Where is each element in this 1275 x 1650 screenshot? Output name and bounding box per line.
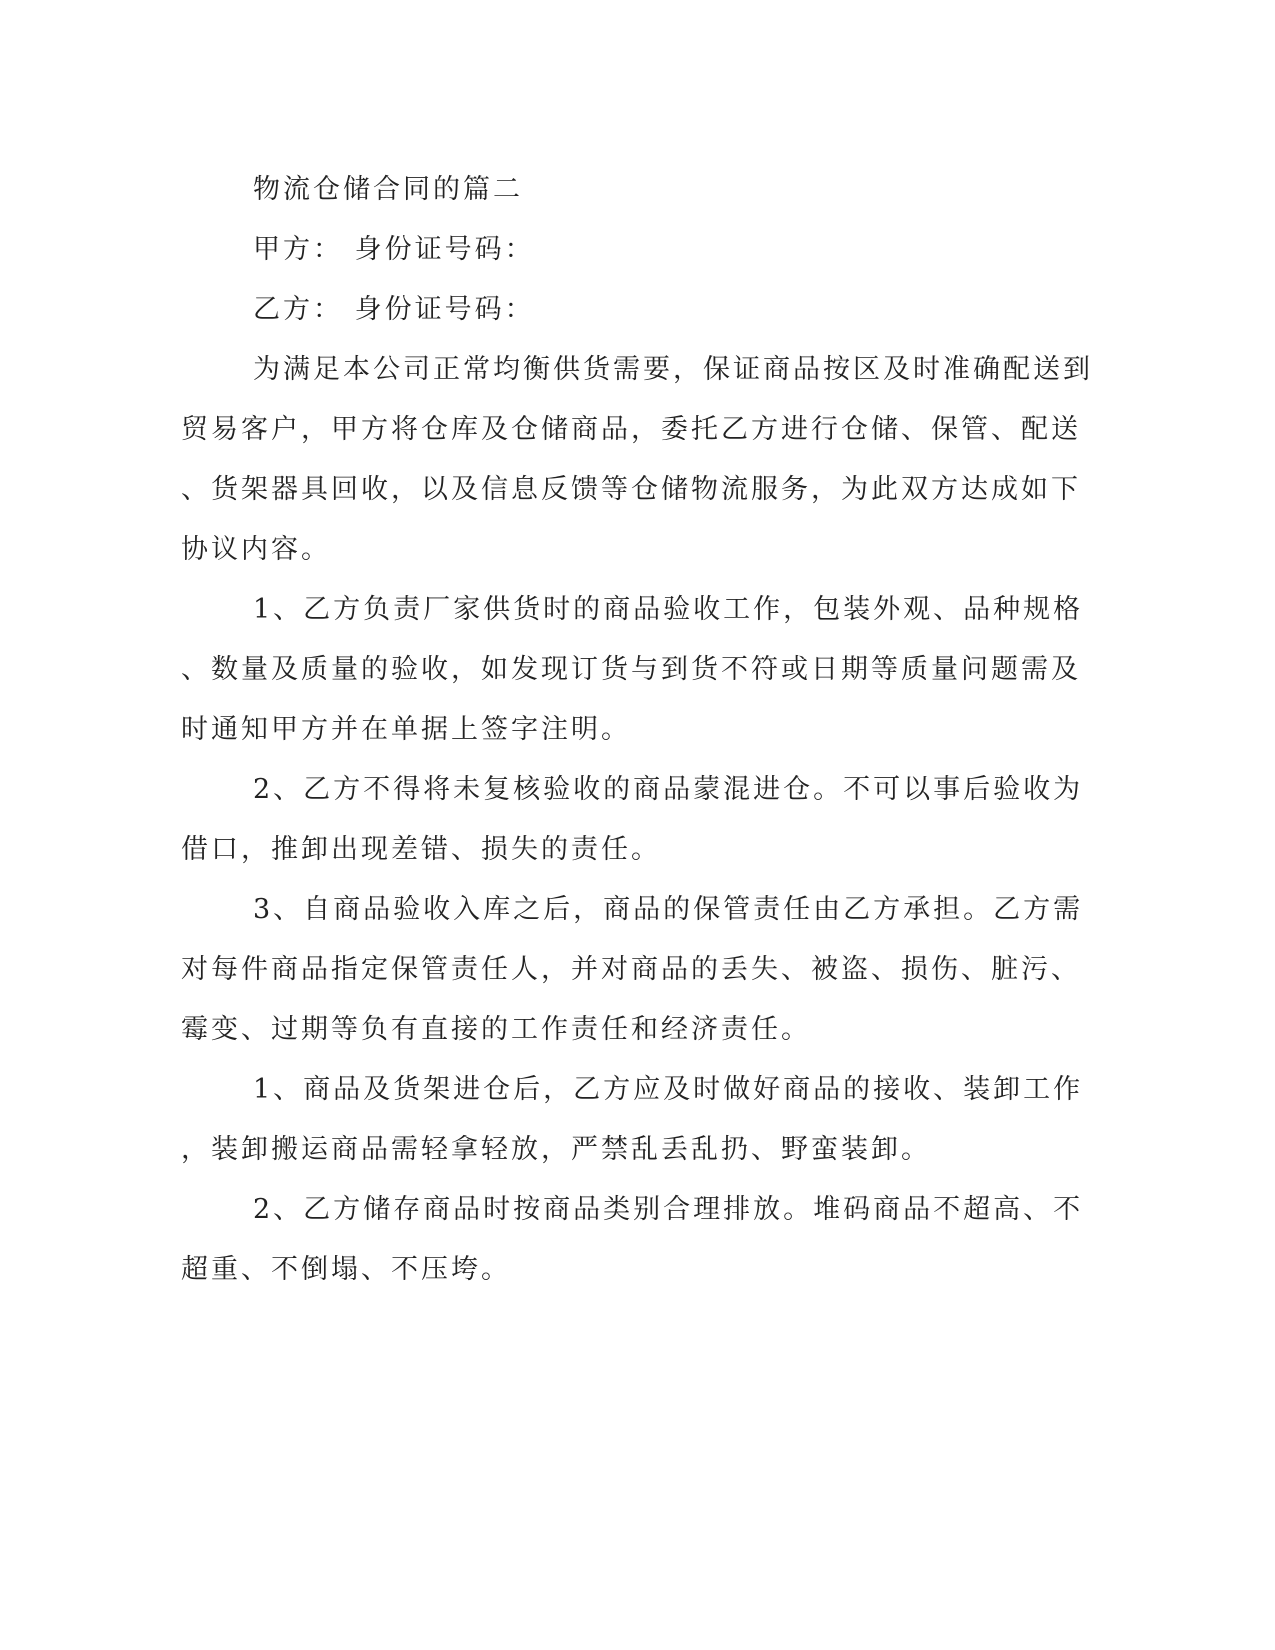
paragraph-line: 2、乙方不得将未复核验收的商品蒙混进仓。不可以事后验收为: [253, 774, 1084, 805]
paragraph-intro: [181, 340, 1093, 580]
paragraph-line: 2、乙方储存商品时按商品类别合理排放。堆码商品不超高、不: [253, 1194, 1084, 1225]
party-a-line: 甲方： 身份证号码：: [253, 234, 535, 265]
paragraph-line: 为满足本公司正常均衡供货需要，保证商品按区及时准确配送到: [253, 354, 1093, 385]
paragraph-clause-1: [181, 580, 1084, 760]
paragraph-line: 、数量及质量的验收，如发现订货与到货不符或日期等质量问题需及: [181, 654, 1081, 685]
paragraph-line: 3、自商品验收入库之后，商品的保管责任由乙方承担。乙方需: [253, 894, 1084, 925]
paragraph-clause-2b: [181, 1180, 1084, 1300]
paragraph-line: 1、乙方负责厂家供货时的商品验收工作，包装外观、品种规格: [253, 594, 1084, 625]
paragraph-clause-2: [181, 760, 1084, 880]
paragraph-clause-3: [181, 880, 1084, 1060]
document-body: [181, 160, 1093, 1300]
paragraph-clause-1b: [181, 1060, 1084, 1180]
paragraph-line: 贸易客户，甲方将仓库及仓储商品，委托乙方进行仓储、保管、配送: [181, 414, 1081, 445]
paragraph-line: 时通知甲方并在单据上签字注明。: [181, 714, 631, 745]
paragraph-line: 、货架器具回收，以及信息反馈等仓储物流服务，为此双方达成如下: [181, 474, 1081, 505]
paragraph-line: 对每件商品指定保管责任人，并对商品的丢失、被盗、损伤、脏污、: [181, 954, 1081, 985]
paragraph-line: 1、商品及货架进仓后，乙方应及时做好商品的接收、装卸工作: [253, 1074, 1084, 1105]
paragraph-line: 超重、不倒塌、不压垮。: [181, 1254, 511, 1285]
paragraph-line: 霉变、过期等负有直接的工作责任和经济责任。: [181, 1014, 811, 1045]
paragraph-line: 协议内容。: [181, 534, 331, 565]
paragraph-line: 借口，推卸出现差错、损失的责任。: [181, 834, 661, 865]
document-title: 物流仓储合同的篇二: [253, 174, 523, 205]
paragraph-line: ，装卸搬运商品需轻拿轻放，严禁乱丢乱扔、野蛮装卸。: [181, 1134, 931, 1165]
party-b-line: 乙方： 身份证号码：: [253, 294, 535, 325]
